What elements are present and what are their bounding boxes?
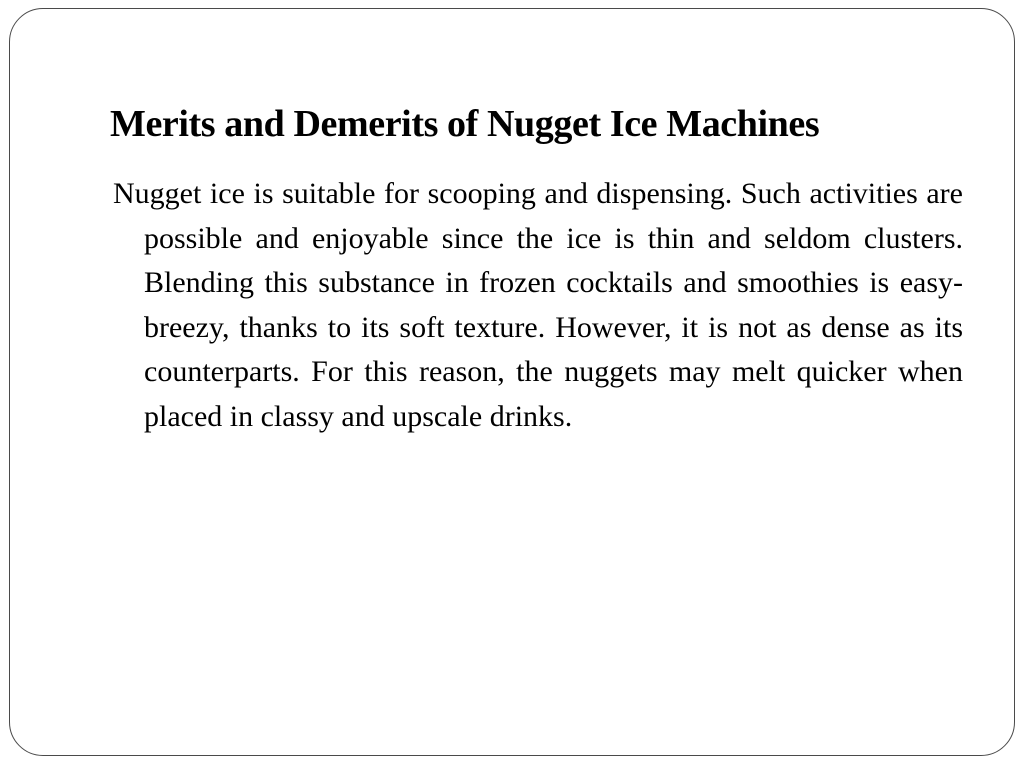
- slide-body-text: Nugget ice is suitable for scooping and dispensing. Such activities are possible and enjoyable since the ice is thin and seldom clusters. Blending this substance in frozen cocktails and smoothies is easy-breezy, thanks to its soft texture. However, it is not as dense as its counterparts. For this reason, the nuggets may melt quicker when placed in classy and upscale drinks.: [113, 177, 963, 433]
- slide-title: Merits and Demerits of Nugget Ice Machines: [110, 103, 820, 145]
